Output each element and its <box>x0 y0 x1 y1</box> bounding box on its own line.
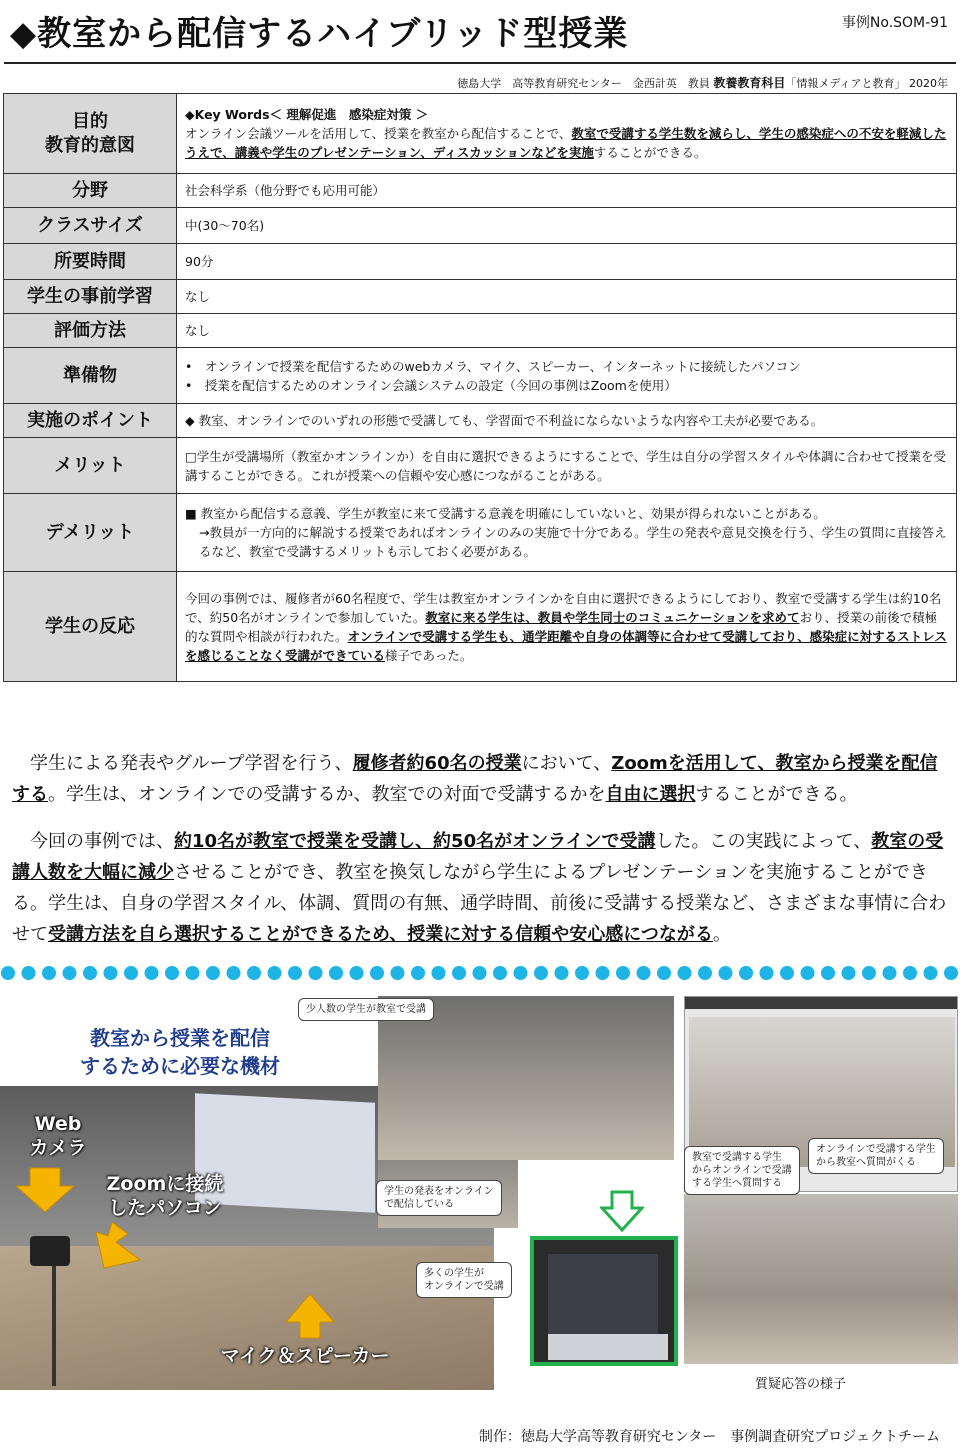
row-prestudy <box>4 280 957 314</box>
value-merit: □学生が受講場所（教室かオンラインか）を自由に選択できるようにすることで、学生は自分の学習スタイルや体調に合わせて授業を受講することができる。これが授業への信頼や安心感につながることがある。 <box>177 438 957 494</box>
row-evaluation <box>4 314 957 348</box>
mic-speaker-label: マイク＆スピーカー <box>220 1345 390 1367</box>
divider-dot <box>903 966 917 980</box>
row-class-size <box>4 208 957 244</box>
laptop-screen <box>548 1254 658 1334</box>
divider-dot <box>1 966 15 980</box>
purpose-text: オンライン会議ツールを活用して、授業を教室から配信することで、 <box>185 126 572 141</box>
divider-dot <box>329 966 343 980</box>
label-class-size: クラスサイズ <box>4 208 177 244</box>
divider-dot <box>370 966 384 980</box>
reaction-text: 様子であった。 <box>385 647 473 663</box>
row-points <box>4 404 957 438</box>
arrow-up-icon <box>286 1294 334 1338</box>
label-merit: メリット <box>4 438 177 494</box>
body-text: することができる。 <box>695 784 858 805</box>
qa-caption: 質疑応答の様子 <box>755 1377 847 1392</box>
divider-dot <box>206 966 220 980</box>
divider-dot <box>247 966 261 980</box>
row-demerit <box>4 494 957 572</box>
row-reaction <box>4 572 957 682</box>
body-text: において、 <box>521 753 612 774</box>
divider-dot <box>555 966 569 980</box>
body-emphasis: 教室の受講人数を大幅に減少 <box>12 831 944 883</box>
divider-dot <box>473 966 487 980</box>
prep-item: • オンラインで授業を配信するためのwebカメラ、マイク、スピーカー、インターネットに接続したパソコン <box>185 358 801 374</box>
body-emphasis: 約10名が教室で授業を受講し、約50名がオンラインで受講 <box>174 831 656 852</box>
reaction-text: おり、授業の前後で積極的な質問や相談が行われた。 <box>185 609 938 644</box>
label-time: 所要時間 <box>4 244 177 280</box>
divider-dot <box>862 966 876 980</box>
laptop-keyboard <box>548 1334 668 1360</box>
web-camera-label: Web カメラ <box>29 1113 87 1159</box>
page-title: ◆教室から配信するハイブリッド型授業 <box>10 14 629 54</box>
callout-presentation: 学生の発表をオンライン で配信している <box>376 1180 502 1216</box>
divider-dot <box>186 966 200 980</box>
divider-dot <box>165 966 179 980</box>
row-prep <box>4 348 957 404</box>
divider-dot <box>801 966 815 980</box>
divider-dot <box>350 966 364 980</box>
divider-dot <box>63 966 77 980</box>
divider-dot <box>268 966 282 980</box>
body-text: 。 <box>712 924 731 945</box>
author-line <box>457 74 948 91</box>
arrow-down-icon <box>16 1168 74 1212</box>
value-time: 90分 <box>177 244 957 280</box>
footer-credit: 制作：徳島大学高等教育研究センター 事例調査研究プロジェクトチーム <box>478 1429 940 1445</box>
divider-dot <box>637 966 651 980</box>
row-time <box>4 244 957 280</box>
value-purpose <box>177 94 957 174</box>
arrow-diagonal-icon <box>96 1222 140 1268</box>
divider-dot <box>698 966 712 980</box>
divider-dot <box>924 966 938 980</box>
divider-dot <box>104 966 118 980</box>
body-emphasis: 受講方法を自ら選択することができるため、授業に対する信頼や安心感につながる <box>48 924 713 945</box>
divider-dot <box>288 966 302 980</box>
body-text: 。学生は、オンラインでの受講するか、教室での対面で受講するかを <box>48 784 606 805</box>
label-purpose: 目的 教育的意図 <box>4 94 177 174</box>
down-arrow-icon <box>600 1190 644 1234</box>
callout-many-online: 多くの学生が オンラインで受講 <box>416 1262 512 1298</box>
divider-dot <box>780 966 794 980</box>
body-emphasis: 自由に選択 <box>605 784 696 805</box>
row-purpose <box>4 94 957 174</box>
divider-dot <box>760 966 774 980</box>
body-text: 今回の事例では、 <box>30 831 174 852</box>
info-table <box>3 93 957 682</box>
equipment-heading: 教室から授業を配信 するために必要な機材 <box>80 1026 280 1078</box>
row-field <box>4 174 957 208</box>
label-evaluation: 評価方法 <box>4 314 177 348</box>
body-emphasis: 履修者約60名の授業 <box>352 753 522 774</box>
divider-dot <box>227 966 241 980</box>
divider-dot <box>657 966 671 980</box>
body-emphasis: Zoomを活用して、教室から授業を配信する <box>12 753 938 805</box>
label-demerit: デメリット <box>4 494 177 572</box>
divider-dot <box>678 966 692 980</box>
callout-classroom-question: 教室で受講する学生 からオンラインで受講 する学生へ質問する <box>684 1146 800 1195</box>
value-prep <box>177 348 957 404</box>
divider-dot <box>432 966 446 980</box>
value-demerit <box>177 494 957 572</box>
divider-dot <box>42 966 56 980</box>
reaction-text: 今回の事例では、履修者が60名程度で、学生は教室かオンラインかを自由に選択できるようにしており、教室で受講する学生は約10名で、約50名がオンラインで参加していた。 <box>185 590 942 625</box>
divider-dot <box>575 966 589 980</box>
divider-dot <box>534 966 548 980</box>
window-titlebar <box>685 997 957 1009</box>
divider-dot <box>596 966 610 980</box>
label-reaction: 学生の反応 <box>4 572 177 682</box>
course-label: 教養教育科目 <box>713 76 786 90</box>
body-paragraph-2 <box>12 826 948 950</box>
divider-dot <box>616 966 630 980</box>
divider-dot <box>821 966 835 980</box>
label-prestudy: 学生の事前学習 <box>4 280 177 314</box>
keywords: ◆Key Words＜ 理解促進 感染症対策 ＞ <box>185 107 429 122</box>
qa-classroom-photo <box>684 1194 958 1364</box>
divider-dot <box>124 966 138 980</box>
body-text: した。この実践によって、 <box>655 831 872 852</box>
dotted-divider <box>0 964 960 982</box>
divider-dot <box>145 966 159 980</box>
divider-dot <box>514 966 528 980</box>
purpose-text-end: することができる。 <box>593 145 707 160</box>
divider-dot <box>883 966 897 980</box>
online-screen-photo <box>530 1236 678 1366</box>
divider-dot <box>739 966 753 980</box>
divider-dot <box>22 966 36 980</box>
case-number: 事例No.SOM-91 <box>841 15 948 31</box>
body-paragraph-1 <box>12 748 948 810</box>
row-merit <box>4 438 957 494</box>
callout-few-students: 少人数の学生が教室で受講 <box>298 998 434 1021</box>
divider-dot <box>309 966 323 980</box>
course-name: 「情報メディアと教育」 <box>785 77 906 90</box>
divider-dot <box>493 966 507 980</box>
label-points: 実施のポイント <box>4 404 177 438</box>
reaction-emphasis: 教室に来る学生は、教員や学生同士のコミュニケーションを求めて <box>425 609 800 625</box>
purpose-emphasis: 教室で受講する学生数を減らし、学生の感染症への不安を軽減したうえで、講義や学生のプレゼンテーション、ディスカッションなどを実施 <box>185 126 947 160</box>
label-field: 分野 <box>4 174 177 208</box>
title-divider <box>4 62 956 64</box>
value-prestudy: なし <box>177 280 957 314</box>
body-text: 学生による発表やグループ学習を行う、 <box>30 753 353 774</box>
body-text: させることができ、教室を換気しながら学生によるプレゼンテーションを実施することができる。学生は、自身の学習スタイル、体調、質問の有無、通学時間、前後に受講する授業など、さまざまな事情に合わせて <box>12 862 947 945</box>
value-points: ◆ 教室、オンラインでのいずれの形態で受講しても、学習面で不利益にならないような内容や工夫が必要である。 <box>177 404 957 438</box>
divider-dot <box>842 966 856 980</box>
zoom-pc-label: Zoomに接続 したパソコン <box>106 1173 224 1219</box>
divider-dot <box>83 966 97 980</box>
divider-dot <box>411 966 425 980</box>
divider-dot <box>452 966 466 980</box>
divider-dot <box>391 966 405 980</box>
value-reaction <box>177 572 957 682</box>
author-name: 徳島大学 高等教育研究センター 金西計英 教員 <box>457 77 710 90</box>
divider-dot <box>944 966 958 980</box>
label-prep: 準備物 <box>4 348 177 404</box>
demerit-line: →教員が一方向的に解説する授業であればオンラインのみの実施で十分である。学生の発表や意見交換を行う、学生の質問に直接答えるなど、教室で受講するメリットも示しておく必要がある。 <box>199 525 947 559</box>
value-class-size: 中(30〜70名) <box>177 208 957 244</box>
demerit-line: ■ 教室から配信する意義、学生が教室に来て受講する意義を明確にしていないと、効果が得られないことがある。 <box>185 506 826 521</box>
value-evaluation: なし <box>177 314 957 348</box>
year: 2020年 <box>909 77 948 90</box>
callout-online-question: オンラインで受講する学生 から教室へ質問がくる <box>808 1138 944 1174</box>
divider-dot <box>719 966 733 980</box>
reaction-emphasis: オンラインで受講する学生も、通学距離や自身の体調等に合わせて受講しており、感染症に対するストレスを感じることなく受講ができている <box>185 628 947 663</box>
prep-item: • 授業を配信するためのオンライン会議システムの設定（今回の事例はZoomを使用） <box>185 377 677 393</box>
value-field: 社会科学系（他分野でも応用可能） <box>177 174 957 208</box>
